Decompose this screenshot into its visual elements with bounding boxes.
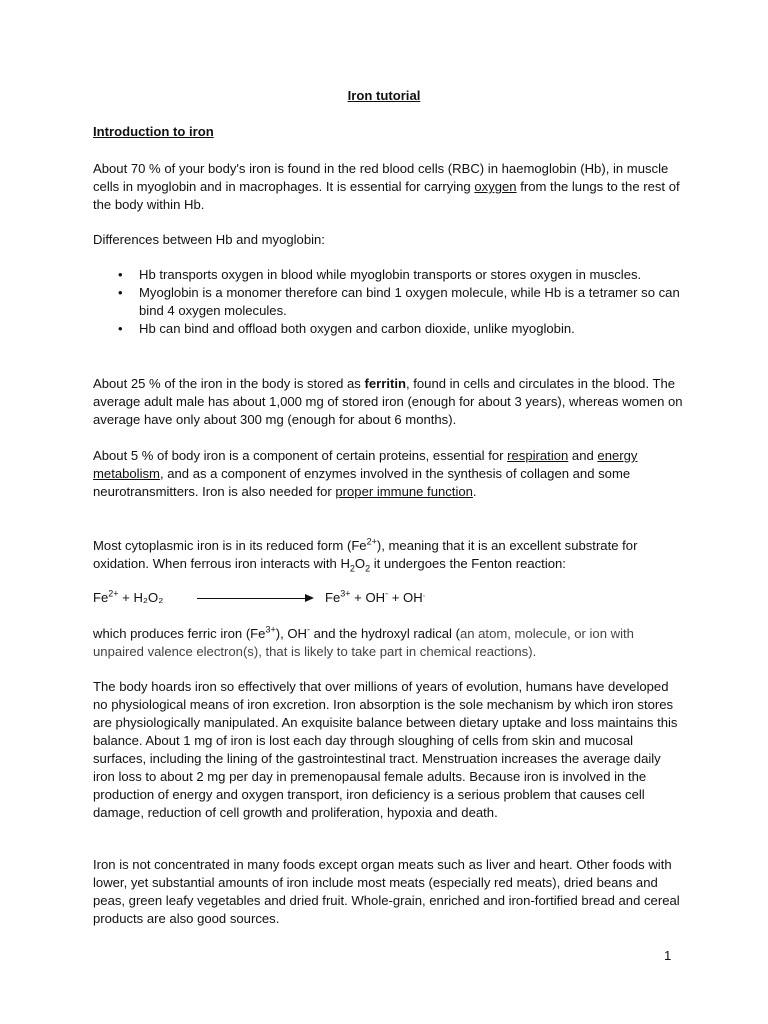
superscript: . (422, 588, 426, 599)
oxygen-link[interactable]: oxygen (474, 179, 517, 194)
paragraph-iron-balance: The body hoards iron so effectively that over millions of years of evolution, humans have developed no physiological means of iron excretion. Iron absorption is the sole mechanism by which iron stores are physiologically manipulated. An exquisite balance between dietary uptake and loss maintains this balance. About 1 mg of iron is lost each day through sloughing of cells from skin and mucosal surfaces, including the lining of the gastrointestinal tract. Menstruation increases the average daily iron loss to about 2 mg per day in premenopausal female adults. Because iron is involved in the production of energy and oxygen transport, iron deficiency is a serious problem that causes cell damage, reduction of cell growth and proliferation, hypoxia and death. (93, 679, 678, 820)
arrow-right-icon (305, 594, 314, 602)
text-run: and (568, 448, 598, 463)
paragraph-food-sources: Iron is not concentrated in many foods except organ meats such as liver and heart. Other foods with lower, yet substantial amounts of iron include most meats (especially red meats), dried beans and peas, green leafy vegetables and dried fruit. Whole-grain, enriched and iron-fortified bread and cereal products are also good sources. (93, 857, 680, 926)
equation-lhs (93, 590, 163, 605)
text-run: ), meaning that it is an excellent substrate for oxidation. When ferrous iron interacts with H (93, 538, 638, 571)
text-run: from the lungs to the rest of the body within Hb. (93, 179, 680, 212)
list-item (93, 284, 683, 320)
bullet-icon: • (118, 321, 123, 336)
ferritin-term: ferritin (364, 376, 406, 391)
list-item (93, 266, 683, 284)
differences-intro: Differences between Hb and myoglobin: (93, 232, 325, 247)
paragraph-ferritin (93, 375, 683, 429)
text-run: + OH (350, 590, 386, 605)
energy-metabolism-link[interactable]: energy metabolism (93, 448, 638, 481)
list-item-text: Hb can bind and offload both oxygen and carbon dioxide, unlike myoglobin. (139, 321, 575, 336)
text-run: ), OH (275, 626, 308, 641)
superscript: - (307, 624, 311, 635)
fenton-equation (93, 590, 693, 608)
superscript: 3+ (265, 624, 276, 635)
text-run: + H₂O₂ (118, 590, 164, 605)
text-run: , found in cells and circulates in the blood. The average adult male has about 1,000 mg of stored iron (enough for about 3 years), whereas women on average have only about 300 mg (enough for about 6 months). (93, 376, 683, 427)
page-number: 1 (664, 948, 672, 963)
paragraph-proteins (93, 447, 683, 501)
text-run: Fe (93, 590, 109, 605)
text-run: which produces ferric iron (Fe (93, 626, 266, 641)
text-run: + OH (388, 590, 423, 605)
superscript: - (385, 588, 389, 599)
text-run: O (354, 556, 366, 571)
document-title: Iron tutorial (347, 88, 421, 103)
text-run: About 25 % of the iron in the body is stored as (93, 376, 365, 391)
list-item-text: Myoglobin is a monomer therefore can bind 1 oxygen molecule, while Hb is a tetramer so can bind 4 oxygen molecules. (139, 285, 680, 318)
immune-function-link[interactable]: proper immune function (335, 484, 473, 499)
paragraph-ferric (93, 625, 683, 661)
text-run: Most cytoplasmic iron is in its reduced form (Fe (93, 538, 367, 553)
text-run: Fe (325, 590, 341, 605)
text-run: it undergoes the Fenton reaction: (370, 556, 566, 571)
superscript: 3+ (340, 588, 351, 599)
respiration-link[interactable]: respiration (507, 448, 569, 463)
text-run: About 5 % of body iron is a component of certain proteins, essential for (93, 448, 508, 463)
bullet-icon: • (118, 267, 123, 282)
text-run: . (472, 484, 477, 499)
paragraph-intro (93, 160, 683, 214)
list-item-text: Hb transports oxygen in blood while myoglobin transports or stores oxygen in muscles. (139, 267, 642, 282)
section-heading: Introduction to iron (93, 124, 214, 139)
superscript: 2+ (366, 536, 377, 547)
bullet-icon: • (118, 285, 123, 300)
list-item (93, 320, 683, 338)
differences-list (93, 266, 683, 338)
subscript: 2 (365, 563, 371, 574)
superscript: 2+ (108, 588, 119, 599)
paragraph-cytoplasmic (93, 537, 683, 573)
text-run: , and as a component of enzymes involved in the synthesis of collagen and some neurotransmitters. Iron is also needed for (93, 466, 631, 499)
equation-rhs (325, 590, 425, 605)
radical-definition: an atom, molecule, or ion with unpaired valence electron(s), that is likely to take part in chemical reactions). (93, 626, 634, 659)
reaction-arrow-line (197, 598, 311, 599)
subscript: 2 (349, 563, 355, 574)
text-run: About 70 % of your body's iron is found in the red blood cells (RBC) in haemoglobin (Hb), in muscle cells in myoglobin and in macrophages. It is essential for carrying (93, 161, 669, 194)
text-run: and the hydroxyl radical ( (310, 626, 460, 641)
